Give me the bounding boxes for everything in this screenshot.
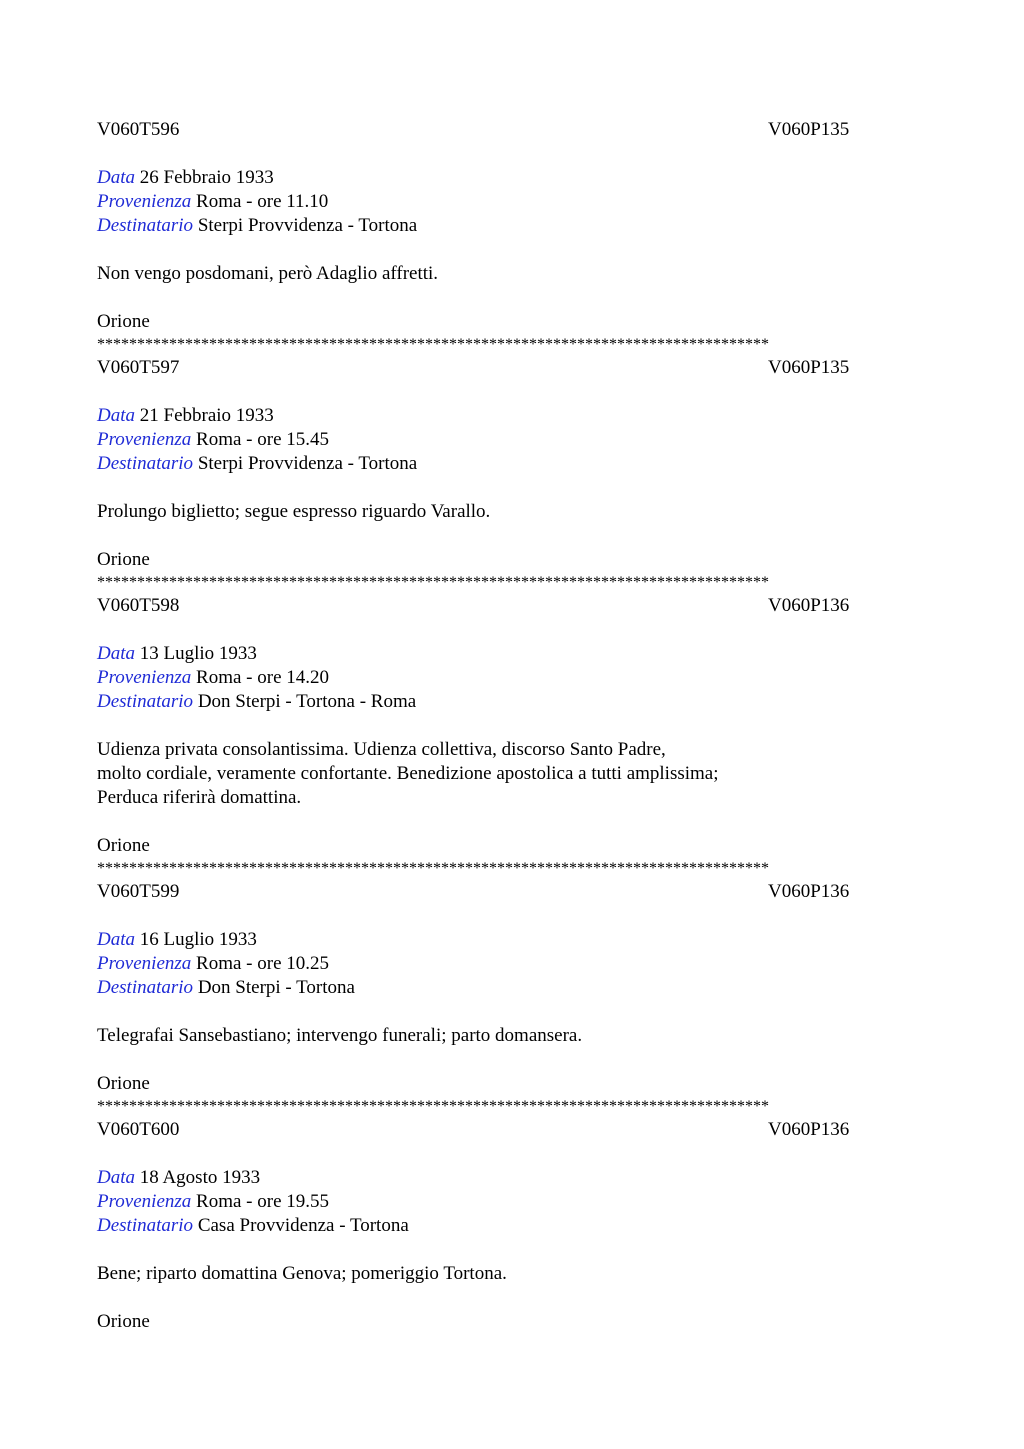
date-label: Data: [97, 643, 135, 664]
origin-line: [97, 190, 927, 214]
separator: ************************************************************************************: [97, 1098, 769, 1115]
origin-line: [97, 1190, 927, 1214]
origin-line: [97, 428, 927, 452]
doc-code: V060T596: [97, 119, 180, 140]
entry-header: [97, 356, 927, 380]
recipient-line: [97, 452, 927, 476]
entry-header: [97, 118, 927, 142]
date-value: 26 Febbraio 1933: [139, 167, 274, 188]
date-label: Data: [97, 167, 135, 188]
origin-value: Roma - ore 14.20: [196, 667, 330, 688]
telegram-entry: [97, 594, 927, 858]
telegram-entry: [97, 356, 927, 572]
date-value: 16 Luglio 1933: [139, 929, 257, 950]
date-label: Data: [97, 405, 135, 426]
entry-header: [97, 1118, 927, 1142]
recipient-line: [97, 1214, 927, 1238]
date-line: [97, 166, 927, 190]
date-value: 21 Febbraio 1933: [139, 405, 274, 426]
date-value: 18 Agosto 1933: [139, 1167, 261, 1188]
origin-label: Provenienza: [97, 1191, 192, 1212]
signature: Orione: [97, 311, 150, 332]
page-code: V060P135: [768, 119, 850, 140]
origin-line: [97, 952, 927, 976]
doc-code: V060T598: [97, 595, 180, 616]
separator: ************************************************************************************: [97, 336, 769, 353]
recipient-value: Casa Provvidenza - Tortona: [197, 1215, 409, 1236]
signature: Orione: [97, 1073, 150, 1094]
date-line: [97, 642, 927, 666]
doc-code: V060T600: [97, 1119, 180, 1140]
doc-code: V060T597: [97, 357, 180, 378]
doc-code: V060T599: [97, 881, 180, 902]
separator: ************************************************************************************: [97, 574, 769, 591]
body-line: Prolungo biglietto; segue espresso riguardo Varallo.: [97, 501, 491, 522]
recipient-value: Don Sterpi - Tortona: [197, 977, 355, 998]
telegram-entry: [97, 1118, 927, 1334]
entry-header: [97, 880, 927, 904]
origin-label: Provenienza: [97, 667, 192, 688]
separator: ************************************************************************************: [97, 860, 769, 877]
page-code: V060P136: [768, 1119, 850, 1140]
date-line: [97, 928, 927, 952]
recipient-value: Sterpi Provvidenza - Tortona: [197, 453, 418, 474]
recipient-label: Destinatario: [97, 977, 194, 998]
origin-value: Roma - ore 19.55: [196, 1191, 330, 1212]
date-line: [97, 404, 927, 428]
recipient-value: Don Sterpi - Tortona - Roma: [197, 691, 417, 712]
page-code: V060P136: [768, 881, 850, 902]
recipient-label: Destinatario: [97, 453, 194, 474]
recipient-label: Destinatario: [97, 215, 194, 236]
signature: Orione: [97, 835, 150, 856]
date-line: [97, 1166, 927, 1190]
recipient-line: [97, 214, 927, 238]
origin-label: Provenienza: [97, 191, 192, 212]
origin-value: Roma - ore 15.45: [196, 429, 330, 450]
signature: Orione: [97, 549, 150, 570]
date-value: 13 Luglio 1933: [139, 643, 257, 664]
recipient-value: Sterpi Provvidenza - Tortona: [197, 215, 418, 236]
origin-label: Provenienza: [97, 429, 192, 450]
origin-value: Roma - ore 10.25: [196, 953, 330, 974]
recipient-label: Destinatario: [97, 1215, 194, 1236]
date-label: Data: [97, 929, 135, 950]
body-line: Bene; riparto domattina Genova; pomeriggio Tortona.: [97, 1263, 507, 1284]
telegram-entry: [97, 118, 927, 334]
origin-label: Provenienza: [97, 953, 192, 974]
body-line: Non vengo posdomani, però Adaglio affretti.: [97, 263, 439, 284]
telegram-entry: [97, 880, 927, 1096]
origin-line: [97, 666, 927, 690]
body-line: Telegrafai Sansebastiano; intervengo funerali; parto domansera.: [97, 1025, 583, 1046]
body-line: Udienza privata consolantissima. Udienza collettiva, discorso Santo Padre,: [97, 739, 666, 760]
date-label: Data: [97, 1167, 135, 1188]
body-line: molto cordiale, veramente confortante. Benedizione apostolica a tutti amplissima;: [97, 763, 719, 784]
signature: Orione: [97, 1311, 150, 1332]
origin-value: Roma - ore 11.10: [196, 191, 329, 212]
page-code: V060P136: [768, 595, 850, 616]
recipient-line: [97, 690, 927, 714]
page-code: V060P135: [768, 357, 850, 378]
recipient-label: Destinatario: [97, 691, 194, 712]
recipient-line: [97, 976, 927, 1000]
document-page: [97, 118, 927, 1334]
body-line: Perduca riferirà domattina.: [97, 787, 302, 808]
entry-header: [97, 594, 927, 618]
